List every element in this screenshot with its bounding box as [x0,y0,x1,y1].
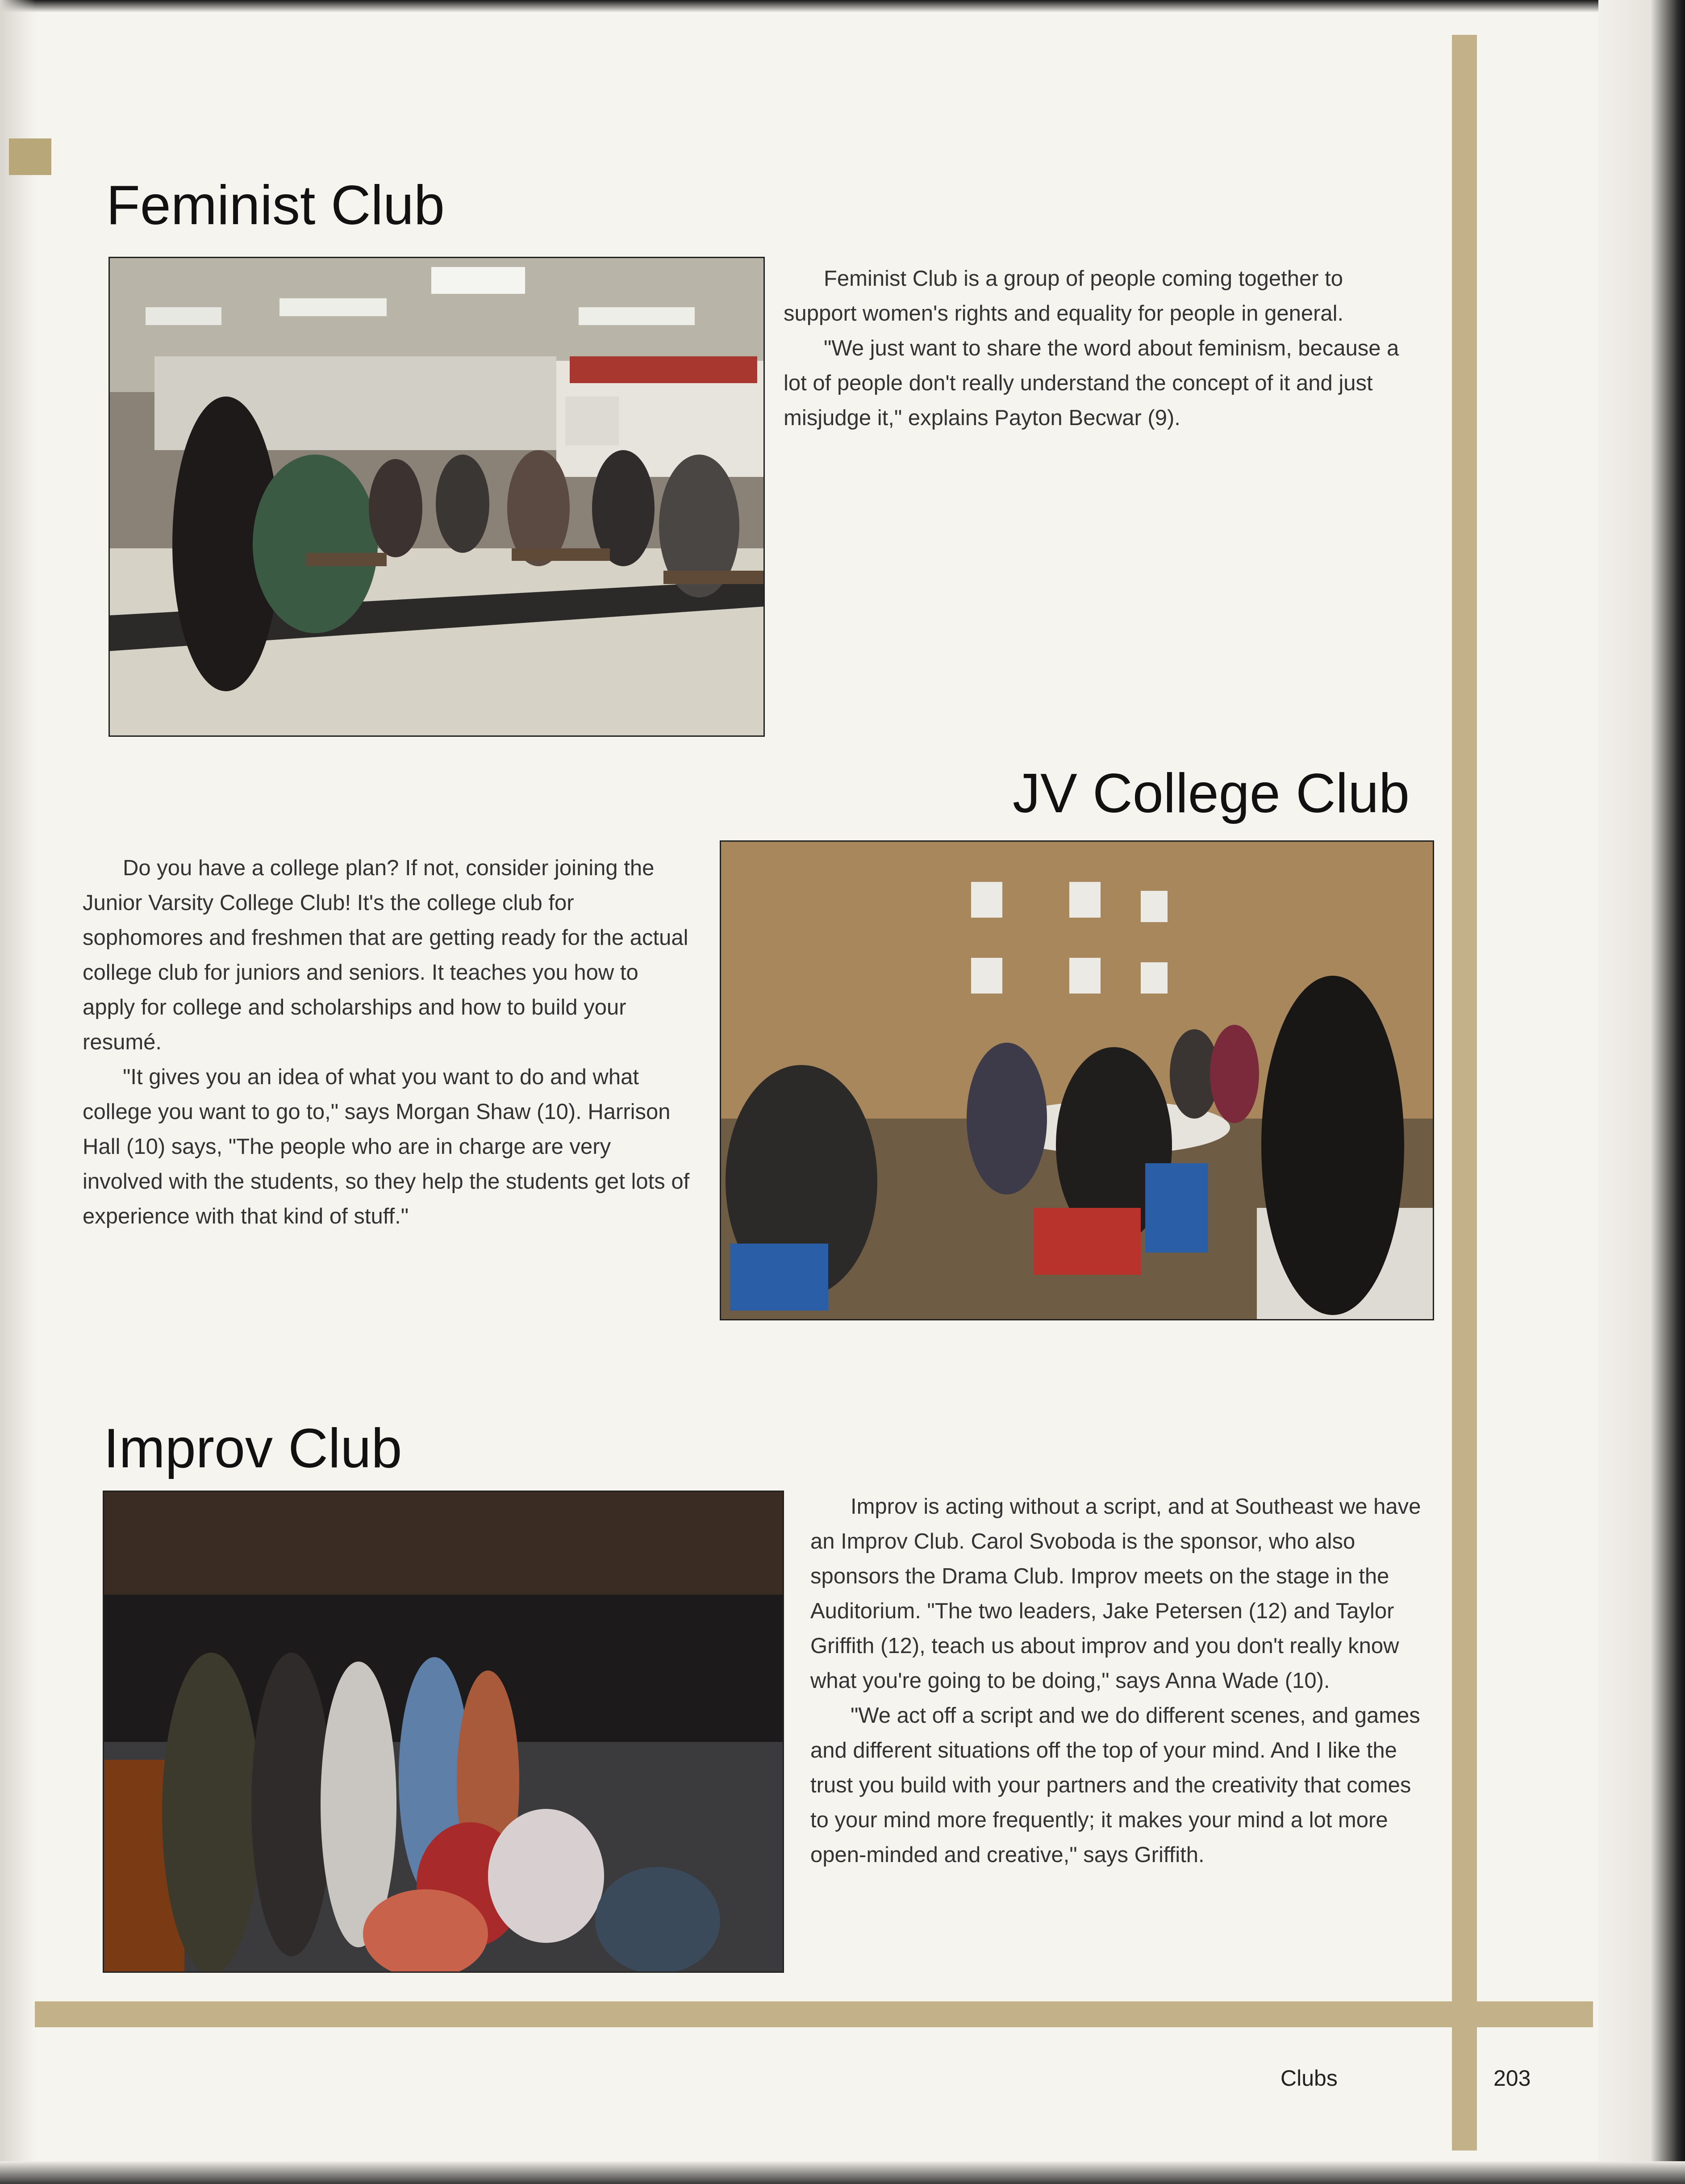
gold-vertical-rule [1452,35,1477,2151]
binding-shadow [0,0,36,2184]
feminist-club-paragraph: "We just want to share the word about feminism, because a lot of people don't really understand the concept of it and just misjudge it," explains Payton Becwar (9). [784,336,1399,430]
jv-college-club-body [83,851,694,1234]
improv-club-heading: Improv Club [104,1418,402,1479]
improv-club-paragraph: "We act off a script and we do different scenes, and games and different situations off the top of your mind. And I like the trust you build with your partners and the creativity that comes to your mind more frequently; it makes your mind a lot more open-minded and creative," says Griffith. [810,1704,1420,1867]
jv-college-club-paragraph: Do you have a college plan? If not, consider joining the Junior Varsity College Club! It's the college club for sophomores and freshmen that are getting ready for the actual college club for juniors and seniors. It teaches you how to apply for college and scholarships and how to build your resumé. [83,856,688,1054]
page-bottom-edge [0,2161,1685,2184]
jv-college-club-paragraph: "It gives you an idea of what you want to do and what college you want to go to," says Morgan Shaw (10). Harrison Hall (10) says, "The people who are in charge are very involved with the students, so they help the students get lots of experience with that kind of stuff." [83,1065,690,1228]
feminist-club-photo [108,257,765,737]
improv-club-photo [103,1491,784,1973]
page-right-edge [1598,0,1685,2184]
jv-college-club-photo [720,840,1434,1320]
feminist-club-body [784,261,1400,435]
binding-tab [9,138,51,175]
page-number: 203 [1493,2066,1531,2091]
stage-photo-illustration [104,1492,784,1973]
improv-club-body [810,1489,1431,1872]
improv-club-paragraph: Improv is acting without a script, and at Southeast we have an Improv Club. Carol Svoboda is the sponsor, who also sponsors the Drama Club. Improv meets on the stage in the Auditorium. "The two leaders, Jake Petersen (12) and Taylor Griffith (12), teach us about improv and you don't really know what you're going to be doing," says Anna Wade (10). [810,1495,1421,1693]
feminist-club-heading: Feminist Club [106,175,445,236]
jv-college-club-heading: JV College Club [1013,763,1410,824]
page-top-edge [0,0,1685,13]
classroom-photo-illustration [110,258,765,737]
feminist-club-paragraph: Feminist Club is a group of people coming together to support women's rights and equality for people in general. [784,267,1344,326]
footer-section-label: Clubs [1280,2066,1338,2091]
gold-horizontal-rule [35,2001,1593,2027]
college-club-photo-illustration [721,842,1434,1320]
